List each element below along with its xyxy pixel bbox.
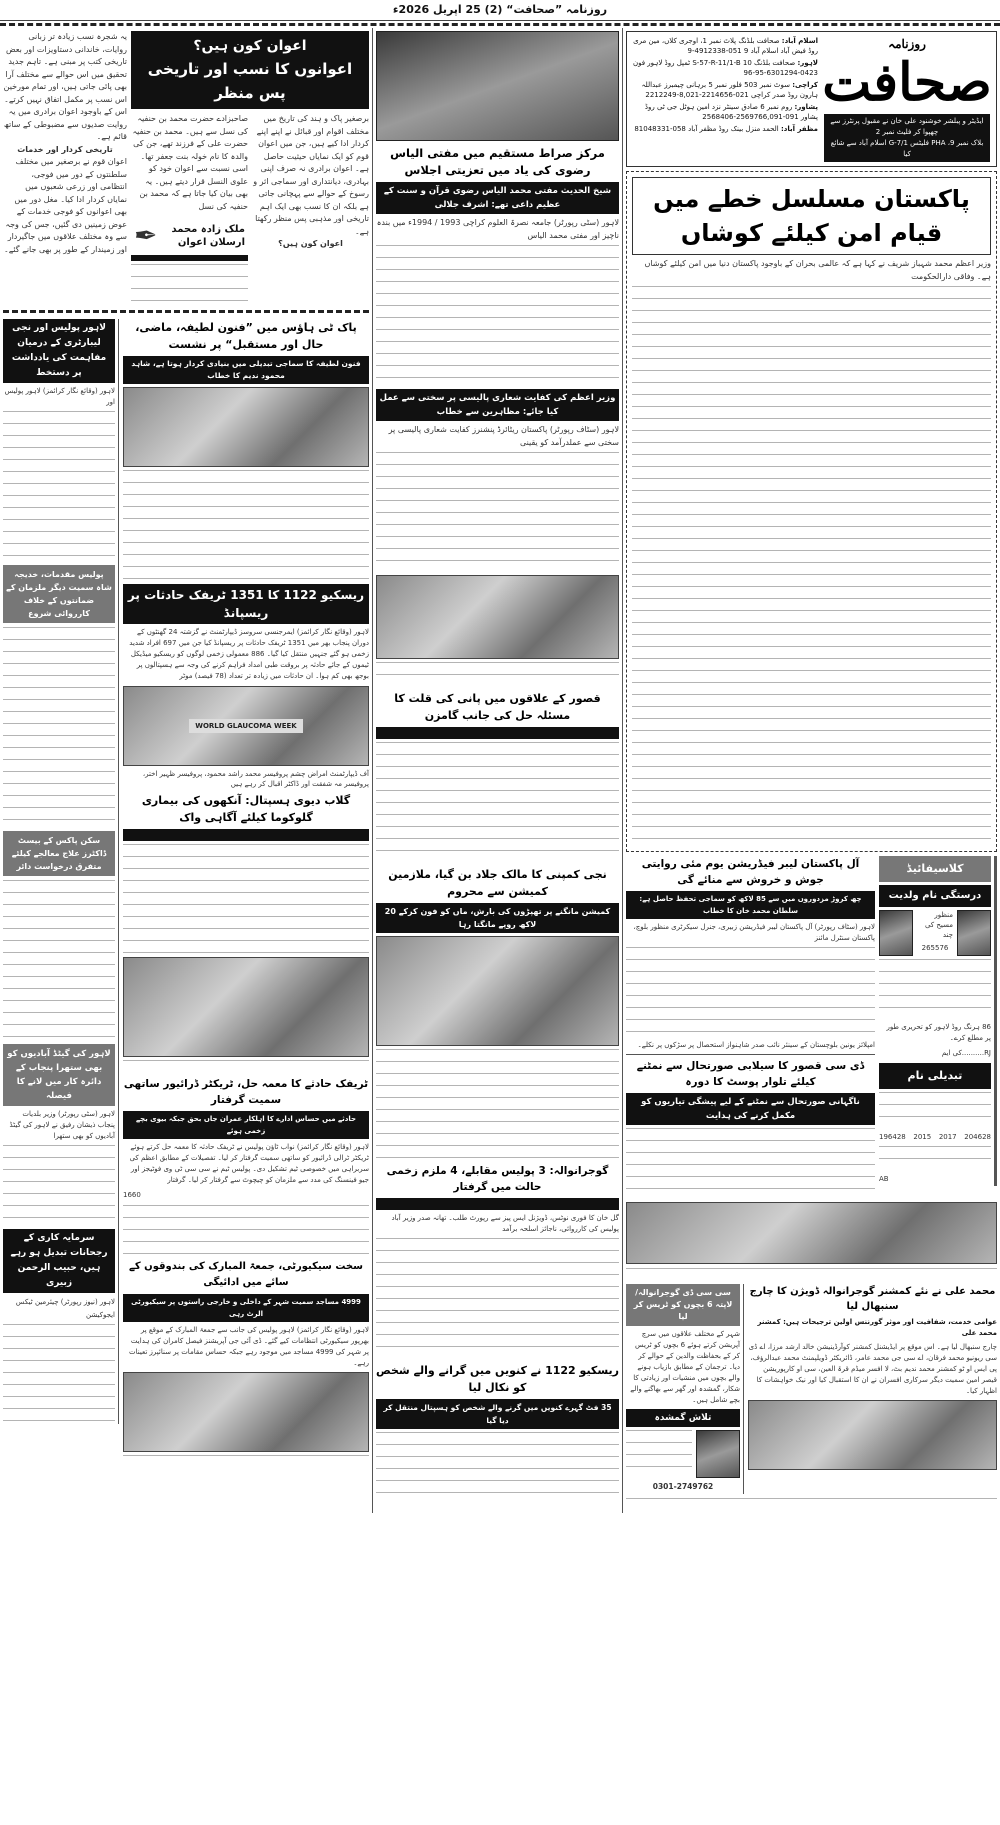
kasur-water-story	[376, 690, 619, 862]
office-phone: 051-4912338-9	[687, 47, 742, 55]
publisher-line-2: بلاک نمبر 9، PHA فلیٹس G-7/1 اسلام آباد سے شائع کیا	[830, 139, 984, 158]
company-body	[376, 1049, 619, 1159]
office-address: صحافت بلڈنگ S-57-R-11/1-B 10 ٹمپل روڈ لاہور	[647, 59, 796, 67]
friday-caption	[123, 1455, 369, 1467]
sidebar-note: پولیس مقدمات، خدیجہ شاہ سمیت دیگر ملزمان کے ضمانتوں کے خلاف کارروائی شروع	[3, 565, 115, 623]
masthead-logo-area	[822, 36, 992, 162]
office-address: سوٹ نمبر 503 فلور نمبر 5 برہانی چیمبرز عبداللہ ہارون روڈ صدر کراچی	[641, 81, 818, 99]
investment-body	[3, 1324, 115, 1424]
police-lab-story	[3, 319, 115, 561]
friday-story	[123, 1259, 369, 1467]
austerity-story	[376, 389, 619, 686]
author-name-1: ملک زادہ محمد	[171, 223, 245, 235]
missing-title: تلاش گمشدہ	[626, 1409, 740, 1427]
awan-subhead-left: تاریخی کردار اور خدمات	[17, 144, 113, 154]
protest-photo	[376, 575, 619, 659]
rizvi-intro: لاہور (سٹی رپورٹر) جامعہ نصرۃ العلوم کراچی 1993 / 1994ء میں بندہ ناچیز اور مفتی محمد الیاس	[376, 218, 619, 240]
austerity-subhead: وزیر اعظم کی کفایت شعاری پالیسی پر سختی سے عمل کیا جائے: مظاہرین سے خطاب	[376, 389, 619, 421]
awan-col-mid-cont	[131, 264, 248, 304]
commissioner-children-row	[626, 1284, 997, 1494]
austerity-intro: لاہور (سٹاف رپورٹر) پاکستان ریٹائرڈ پنشنرز کفایت شعاری پالیسی پر سختی سے عملدرآمد کو یقینی	[388, 425, 619, 447]
traffic-accident-body: لاہور (وقائع نگار کرائمز) نواب ٹاؤن پولیس نے ٹریفک حادثہ کا معمہ حل کرتے ہوئے ٹریکٹر ٹرالی ڈرائیور کو ساتھی سمیت گرفتار کر لیا۔ تفصیلات کے مطابق اعظم کی سربراہی میں خصوصی ٹیم تشکیل دی۔ پولیس ٹیم نے سی سی ٹی وی فوٹیجز اور جیو فینسنگ کی مدد سے ملزمان کو چیچوٹ سے گرفتار کر لیا۔ گرفتار	[129, 1143, 369, 1184]
lead-intro: وزیر اعظم محمد شہباز شریف نے کہا ہے کہ عالمی بحران کے باوجود پاکستان دنیا میں امن کیلئے کوشاں ہے۔ وفاقی دارالحکومت	[644, 259, 991, 281]
commissioner-headline: محمد علی نے نئے کمشنر گوجرانوالہ ڈویژن کا چارج سنبھال لیا	[749, 1286, 996, 1312]
notice-2-title: تبدیلی نام	[879, 1063, 991, 1089]
dc-headline: ڈی سی قصور کا سیلابی صورتحال سے نمٹنے کیلئے تلوار پوسٹ کا دورہ	[636, 1060, 865, 1088]
dc-meeting-photo	[626, 1202, 997, 1264]
market-photo	[123, 957, 369, 1057]
masthead-logo-small: روزنامہ	[888, 37, 926, 51]
investment-intro: لاہور (نیوز رپورٹر) چیئرمین ٹیکس ایجوکیشن	[15, 1298, 115, 1319]
right-column	[622, 28, 1000, 1513]
awan-col-mid: صاحبزادے حضرت محمد بن حنفیہ کی نسل سے ہیں۔ محمد بن حنفیہ حضرت علی کے فرزند تھے، جن کی والدہ کا نام خولہ بنت جعفر تھا۔ اسی نسبت سے اعوان خود کو علوی النسل قرار دیتے ہیں۔ یہ بھی بیان کیا جاتا ہے کہ محمد بن حنفیہ کی نسل	[132, 114, 248, 211]
sidebar-note-2: سکن پاکس کے بیسٹ ڈاکٹرز علاج معالجے کیلئے متفرق درخواست دائر	[3, 831, 115, 876]
clean-lahore-story	[3, 1044, 115, 1225]
glaucoma-body	[123, 844, 369, 954]
missing-child-photo	[696, 1430, 740, 1478]
author-box	[131, 216, 248, 261]
top-divider	[0, 23, 1000, 26]
rescue-well-headline: ریسکیو 1122 نے کنویں میں گرانے والے شخص کو نکال لیا	[376, 1364, 619, 1394]
quill-pen-icon: ✒	[134, 219, 158, 252]
missing-row	[626, 1430, 740, 1478]
left-lower	[3, 319, 369, 1467]
rizvi-headline: مرکز صراط مستقیم میں مفتی الیاس رضوی کی یاد میں تعزیتی اجلاس	[390, 146, 605, 177]
notice-2-number: 2017	[938, 1132, 957, 1141]
awan-col-left	[3, 31, 127, 256]
sidebar-note-2-body	[3, 880, 115, 1040]
office-address: الحمد منزل بینک روڈ مظفر آباد	[688, 125, 779, 133]
commissioner-caption	[626, 1498, 997, 1510]
left-sidebar-subcolumn	[3, 319, 119, 1424]
dc-subhead: ناگہانی صورتحال سے نمٹنے کے لیے پیشگی تیاریوں کو مکمل کرنے کی ہدایت	[626, 1093, 875, 1125]
kasur-water-body	[376, 742, 619, 862]
traffic-accident-story	[123, 1076, 369, 1255]
awan-main	[131, 31, 369, 304]
traffic-accident-subhead: حادثے میں حساس ادارے کا اہلکار عمران جاں بحق جبکہ بیوی بچے زخمی ہوئے	[123, 1111, 369, 1139]
commissioner-body: چارج سنبھال لیا ہے۔ اس موقع پر ایڈیشنل کمشنر کوآرڈینیشن خالد ارشد مرزا، اے ڈی سی ریونیو محمد فرقان، اے سی جی محمد عامر، ڈائریکٹر ڈویلپمنٹ محمد عبدالرؤف، پی ایس او ٹو کمشنر محمد ندیم بٹ، لا افسر میڈم قرۃ العین، سی او کارپوریشن قیصر امین سمیت دیگر سرکاری افسران نے ان کا استقبال کیا اور نیک خواہشات کا اظہار کیا۔	[748, 1343, 997, 1395]
dc-caption: امپلائز یونین بلوچستان کے سینئر نائب صدر شاہنواز استحصال پر سڑکوں پر نکلے۔	[637, 1041, 875, 1049]
children-story	[626, 1284, 744, 1494]
left-main-subcolumn	[123, 319, 369, 1467]
friday-subhead: 4999 مساجد سمیت شہر کے داخلی و خارجی راستوں پر سیکیورٹی الرٹ رہی	[123, 1294, 369, 1322]
clean-lahore-headline: لاہور کی گیٹڈ آبادیوں کو بھی ستھرا پنجاب کے دائرہ کار میں لانے کا فیصلہ	[3, 1044, 115, 1106]
awan-col-left-text: یہ شجرہ نسب زیادہ تر زبانی روایات، خاندانی دستاویزات اور بعض تاریخی کتب پر مبنی ہے۔ تاہم جدید تحقیق میں اس حوالے سے مختلف آرا بھی پائی جاتی ہیں، اور تمام مورخین اس نسب پر مکمل اتفاق نہیں کرتے۔ اس کے باوجود اعوان برادری میں یہ روایت صدیوں سے مضبوطی کے ساتھ قائم ہے۔	[3, 32, 127, 141]
glaucoma-photo	[123, 686, 369, 766]
dc-divider	[626, 1054, 875, 1055]
dateline: روزنامہ ”صحافت“ (2) 25 اپریل 2026ء	[0, 0, 1000, 21]
gujranwala-police-cont	[376, 1238, 619, 1358]
awan-col-left-text-2: اعوان قوم نے برصغیر میں مختلف سلطنتوں کے دور میں فوجی، انتظامی اور زرعی شعبوں میں نمایاں کردار ادا کیا۔ مغل دور میں بھی اعوانوں کو فوجی خدمات کے عوض زمینیں دی گئیں، جس کی وجہ سے وہ مختلف علاقوں میں جاگیردار اور زمیندار کے طور پر بھی جانے گئے۔	[4, 157, 127, 254]
office-phone: فون 0423-6301294-95-96	[632, 59, 818, 77]
rescue-traffic-headline: ریسکیو 1122 کا 1351 ٹریفک حادثات پر ریسپانڈ	[123, 584, 369, 624]
office-karachi	[631, 80, 818, 100]
office-city: مظفر آباد:	[780, 125, 818, 133]
missing-body	[626, 1430, 692, 1478]
notice-1-photo-a	[957, 910, 991, 956]
friday-meeting-photo	[123, 1372, 369, 1452]
notice-1-number: 265576	[921, 944, 949, 952]
office-city: اسلام آباد:	[781, 37, 818, 45]
page-columns	[0, 28, 1000, 1513]
awan-feature	[3, 31, 369, 304]
labour-classified-row	[626, 856, 997, 1198]
clean-lahore-body	[3, 1145, 115, 1225]
awan-title-2: اعوانوں کا نسب اور تاریخی پس منظر	[147, 60, 353, 102]
labour-intro: لاہور (سٹاف رپورٹر) آل پاکستان لیبر فیڈریشن زبیری، جنرل سیکرٹری منظور بلوچ، پاکستان سنٹرل مائنز	[633, 923, 875, 942]
police-lab-headline: لاہور پولیس اور نجی لیبارٹری کے درمیان مفاہمت کی یادداشت پر دستخط	[3, 319, 115, 383]
friday-headline: سخت سیکیورٹی، جمعۃ المبارک کی بندوقوں کے سائے میں ادائیگی	[129, 1260, 363, 1288]
protest-caption	[376, 662, 619, 686]
rescue-traffic-story	[123, 584, 369, 682]
notice-2-number: 204628	[964, 1132, 991, 1141]
author-names	[161, 224, 245, 248]
office-lahore	[631, 58, 818, 78]
left-column	[0, 28, 372, 1513]
labour-body	[626, 947, 875, 1037]
teahouse-subhead: فنون لطیفہ کا سماجی تبدیلی میں بنیادی کردار ہوتا ہے، شاہد محمود ندیم کا خطاب	[123, 356, 369, 384]
police-lab-intro: لاہور (وقائع نگار کرائمز) لاہور پولیس اور	[4, 387, 115, 406]
awan-col-right-text: برصغیر پاک و ہند کی تاریخ میں مختلف اقوام اور قبائل نے اپنے اپنے کردار ادا کیے ہیں، جن میں اعوان قوم کو ایک نمایاں حیثیت حاصل ہے۔ اعوان برادری نہ صرف اپنی بہادری، دیانتداری اور سماجی اثر و رسوخ کے حوالے سے پہچانی جاتی ہے بلکہ ان کا نسب بھی ایک اہم تاریخی اور مذہبی پس منظر رکھتا ہے۔	[253, 114, 369, 236]
kasur-water-headline: قصور کے علاقوں میں پانی کی قلت کا مسئلہ حل کی جانب گامزن	[394, 692, 601, 722]
rescue-traffic-body: لاہور (وقائع نگار کرائمز) ایمرجنسی سروسز ڈیپارٹمنٹ نے گزشتہ 24 گھنٹوں کے دوران پنجاب بھر میں 1351 ٹریفک حادثات پر ریسپانڈ کیا جن میں 697 افراد شدید زخمی ہو گئے جنہیں منتقل کیا گیا۔ 886 معمولی زخمی لوگوں کو ریسکیو میڈیکل ٹیموں کے جائے حادثہ پر بروقت طبی امداد فراہم کرنے کی وجہ سے ہسپتالوں پر بوجھ بھی کم ہوا۔ ان حادثات میں زیادہ تر تعداد (78 فیصد) موٹر	[129, 628, 369, 680]
middle-column	[372, 28, 622, 1513]
austerity-body	[376, 452, 619, 572]
gujranwala-police-body: گل خان کا فوری نوٹس، ڈویژنل ایس پیز سے رپورٹ طلب۔ تھانہ صدر وزیر آباد پولیس کی کارروائی، ناجائز اسلحہ برآمد	[391, 1214, 619, 1233]
commissioner-subhead: عوامی خدمت، شفافیت اور موثر گورننس اولین ترجیحات ہیں: کمشنر محمد علی	[757, 1318, 997, 1337]
rizvi-subhead: شیخ الحدیث مفتی محمد الیاس رضوی قرآن و سنت کے عظیم داعی تھے: اشرف جلالی	[376, 182, 619, 214]
company-story	[376, 866, 619, 1159]
gujranwala-police-headline: گوجرانوالہ: 3 پولیس مقابلے، 4 ملزم زخمی حالت میں گرفتار	[386, 1165, 609, 1193]
publisher-line-1: ایڈیٹر و پبلشر خوشنود علی خان نے مقبول پرنٹرز سے چھپوا کر فلیٹ نمبر 2	[830, 117, 984, 136]
investment-headline: سرمایہ کاری کے رجحانات تبدیل ہو رہے ہیں، حبیب الرحمن زبیری	[3, 1229, 115, 1293]
awan-col-mid-wrap	[131, 113, 248, 304]
classified-header: کلاسیفائیڈ	[879, 856, 991, 882]
investment-story	[3, 1229, 115, 1424]
company-victims-photo	[376, 936, 619, 1046]
company-headline: نجی کمپنی کا مالک جلاد بن گیا، ملازمین کمیشن سے محروم	[388, 868, 607, 898]
office-city: کراچی:	[792, 81, 818, 89]
glaucoma-subhead-band	[123, 829, 369, 841]
notice-1-photo-b	[879, 910, 913, 956]
glaucoma-caption: آف ڈیپارٹمنٹ امراض چشم پروفیسر محمد راشد محمود، پروفیسر ظہیر اختر، پروفیسر مہ شفقت اور ڈاکٹر اقبال کر رہے ہیں	[142, 770, 369, 788]
office-city: لاہور:	[797, 59, 818, 67]
awan-columns	[131, 113, 369, 304]
notice-1-footer: 86 ہرنگ روڈ لاہور کو تحریری طور پر مطلع کرے۔	[886, 1023, 991, 1042]
notice-1-body	[879, 959, 991, 1019]
notice-2-body-cont	[879, 1146, 991, 1170]
labour-headline: آل پاکستان لیبر فیڈریشن یوم مئی روایتی جوش و خروش سے منائے گی	[641, 858, 860, 886]
notice-2-number: 2015	[913, 1132, 932, 1141]
police-lab-body	[3, 411, 115, 561]
publisher-box	[824, 114, 990, 162]
office-address: روم نمبر 6 صادق سینٹر نزد امین ہوٹل جی ٹی روڈ پشاور	[644, 103, 818, 121]
teahouse-body	[123, 470, 369, 580]
office-address: صحافت بلڈنگ پلاٹ نمبر 1، اوجری کلاں، مین مری روڈ فیض آباد اسلام آباد 9	[633, 37, 818, 55]
awan-title-box	[131, 31, 369, 109]
masthead	[626, 31, 997, 167]
notice-2-body	[879, 1092, 991, 1128]
notice-2-numbers	[879, 1131, 991, 1144]
classified-section	[879, 856, 997, 1186]
dc-meeting-caption	[626, 1268, 997, 1280]
children-body: شہر کے مختلف علاقوں میں سرچ آپریشن کرتے ہوئے 6 بچوں کو ٹریس کر کے بحفاظت والدین کے حوالے کر دیا۔ ترجمان کے مطابق بازیاب ہونے والے بچوں میں منشیات اور زیادتی کا شکار، گمشدہ اور گھر سے بھاگنے والے بچے شامل ہیں۔	[630, 1330, 740, 1404]
office-islamabad	[631, 36, 818, 56]
teahouse-photo	[123, 387, 369, 467]
missing-phone: 0301-2749762	[652, 1482, 714, 1491]
glaucoma-headline: گلاب دیوی ہسپتال: آنکھوں کی بیماری گلوکوما کیلئے آگاہی واک	[141, 794, 351, 824]
teahouse-story	[123, 319, 369, 580]
office-muzaffarabad	[631, 124, 818, 134]
traffic-accident-headline: ٹریفک حادثے کا معمہ حل، ٹریکٹر ڈرائیور ساتھی سمیت گرفتار	[123, 1078, 369, 1106]
traffic-accident-number: 1660	[123, 1191, 141, 1199]
awan-title-1: اعوان کون ہیں؟	[193, 38, 307, 54]
sidebar-note-body	[3, 627, 115, 827]
notice-1-photos	[879, 910, 991, 956]
author-name-2: ارسلان اعوان	[177, 236, 245, 248]
lead-headline: پاکستان مسلسل خطے میں قیام امن کیلئے کوشاں	[632, 177, 991, 255]
notice-1-details	[917, 910, 953, 955]
labour-story	[626, 856, 875, 1198]
traffic-accident-cont	[123, 1205, 369, 1255]
notice-1-sign: RJ..........کی ایم	[941, 1049, 991, 1057]
office-phone: 058-81048331	[634, 125, 686, 133]
kasur-water-subhead-band	[376, 727, 619, 739]
notice-1-text: منظور مسیح کی چند	[924, 911, 953, 939]
labour-subhead: چھ کروڑ مزدوروں میں سے 85 لاکھ کو سماجی تحفظ حاصل ہے: سلطان محمد خان کا خطاب	[626, 891, 875, 919]
rescue-well-body	[376, 1432, 619, 1502]
commissioner-story	[748, 1284, 997, 1470]
rizvi-body	[376, 245, 619, 385]
glaucoma-banner: WORLD GLAUCOMA WEEK	[189, 719, 302, 733]
office-peshawar	[631, 102, 818, 122]
gujranwala-police-story	[376, 1163, 619, 1358]
notice-1-title: درستگی نام ولدیت	[879, 885, 991, 907]
lead-story	[626, 171, 997, 852]
office-phone: 091-2569766,091-2568406	[702, 113, 799, 121]
market-caption	[123, 1060, 369, 1072]
section-divider	[3, 310, 369, 313]
rizvi-story	[376, 145, 619, 385]
lead-body-text	[632, 286, 991, 846]
office-phone: 021-2214656-8,021-2212249	[645, 91, 749, 99]
awan-subhead-right: اعوان کون ہیں؟	[278, 239, 343, 248]
glaucoma-story	[123, 686, 369, 1072]
children-headline: سی سی ڈی گوجرانوالہ/ لاپتہ 6 بچوں کو ٹریس کر لیا	[626, 1284, 740, 1326]
office-addresses	[631, 36, 818, 162]
company-subhead: کمیشن مانگنے پر تھپڑوں کی بارش، ماں کو فون کرکے 20 لاکھ روپے مانگتا رہا	[376, 903, 619, 933]
commissioner-photo	[748, 1400, 997, 1470]
friday-body: لاہور (وقائع نگار کرائمز) لاہور پولیس کی جانب سے جمعۃ المبارک کے موقع پر بھرپور سیکیورٹی انتظامات کیے گئے۔ ڈی آئی جی آپریشنز فیصل کامران کی ہدایت پر شہر کی 4999 مساجد میں موجود رہے جبکہ حساس مقامات پر سنائپرز تعینات رہے۔	[129, 1325, 369, 1367]
rescue-well-story	[376, 1362, 619, 1502]
masthead-logo: صحافت	[822, 52, 992, 113]
gujranwala-police-subhead-band	[376, 1198, 619, 1210]
seminary-photo	[376, 31, 619, 141]
teahouse-headline: پاک ٹی ہاؤس میں ”فنون لطیفہ، ماضی، حال اور مستقبل“ پر نشست	[135, 321, 357, 351]
clean-lahore-intro: لاہور (سٹی رپورٹر) وزیر بلدیات پنجاب ذیشان رفیق نے لاہور کی گیٹڈ آبادیوں کو بھی ستھرا	[9, 1110, 115, 1140]
notice-2-sign: AB	[879, 1175, 889, 1183]
dc-body	[626, 1128, 875, 1198]
awan-col-right	[252, 113, 369, 251]
rescue-well-subhead: 35 فٹ گہرے کنویں میں گرنے والے شخص کو ہسپتال منتقل کر دیا گیا	[376, 1399, 619, 1429]
notice-2-number: 196428	[879, 1132, 906, 1141]
office-city: پشاور:	[794, 103, 818, 111]
